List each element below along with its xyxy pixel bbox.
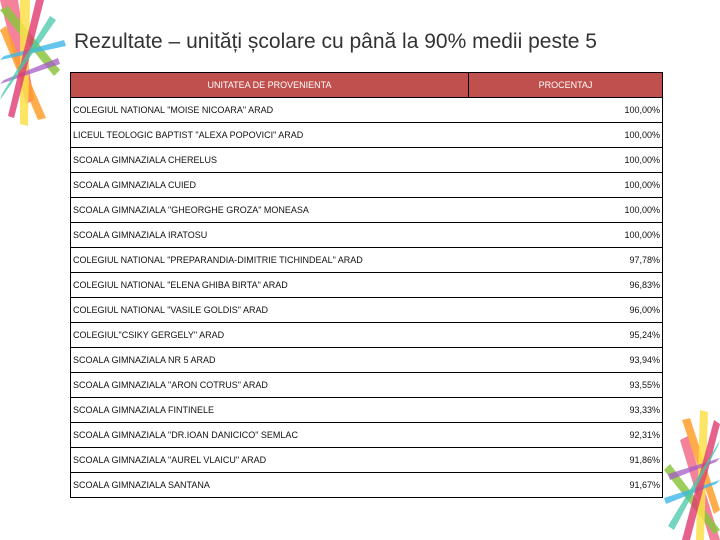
unit-name-cell: SCOALA GIMNAZIALA "GHEORGHE GROZA" MONEASA: [71, 198, 469, 223]
percent-cell: 92,31%: [469, 423, 663, 448]
table-row: [71, 198, 663, 223]
unit-name-cell: COLEGIUL NATIONAL "VASILE GOLDIS" ARAD: [71, 298, 469, 323]
percent-cell: 96,00%: [469, 298, 663, 323]
unit-name-cell: SCOALA GIMNAZIALA SANTANA: [71, 473, 469, 498]
table-row: [71, 123, 663, 148]
table-row: [71, 473, 663, 498]
table-row: [71, 98, 663, 123]
table-row: [71, 148, 663, 173]
table-row: [71, 448, 663, 473]
percent-cell: 91,86%: [469, 448, 663, 473]
unit-name-cell: COLEGIUL NATIONAL "MOISE NICOARA" ARAD: [71, 98, 469, 123]
percent-cell: 100,00%: [469, 223, 663, 248]
percent-cell: 100,00%: [469, 173, 663, 198]
percent-cell: 100,00%: [469, 123, 663, 148]
unit-name-cell: SCOALA GIMNAZIALA CUIED: [71, 173, 469, 198]
decorative-streaks-bottom-right: [660, 400, 720, 540]
unit-name-cell: COLEGIUL"CSIKY GERGELY" ARAD: [71, 323, 469, 348]
percent-cell: 100,00%: [469, 98, 663, 123]
table-row: [71, 298, 663, 323]
percent-cell: 91,67%: [469, 473, 663, 498]
table-row: [71, 423, 663, 448]
percent-cell: 100,00%: [469, 198, 663, 223]
results-table: [70, 72, 663, 498]
percent-cell: 100,00%: [469, 148, 663, 173]
unit-name-cell: SCOALA GIMNAZIALA "AUREL VLAICU" ARAD: [71, 448, 469, 473]
column-header-unit: UNITATEA DE PROVENIENTA: [71, 73, 469, 98]
unit-name-cell: COLEGIUL NATIONAL "PREPARANDIA-DIMITRIE TICHINDEAL" ARAD: [71, 248, 469, 273]
percent-cell: 96,83%: [469, 273, 663, 298]
unit-name-cell: SCOALA GIMNAZIALA CHERELUS: [71, 148, 469, 173]
percent-cell: 93,55%: [469, 373, 663, 398]
unit-name-cell: SCOALA GIMNAZIALA NR 5 ARAD: [71, 348, 469, 373]
unit-name-cell: SCOALA GIMNAZIALA "DR.IOAN DANICICO" SEMLAC: [71, 423, 469, 448]
decorative-streaks-top-left: [0, 0, 80, 130]
table-row: [71, 398, 663, 423]
unit-name-cell: COLEGIUL NATIONAL "ELENA GHIBA BIRTA" ARAD: [71, 273, 469, 298]
table-row: [71, 248, 663, 273]
percent-cell: 93,94%: [469, 348, 663, 373]
column-header-percent: PROCENTAJ: [469, 73, 663, 98]
table-row: [71, 348, 663, 373]
table-row: [71, 223, 663, 248]
unit-name-cell: SCOALA GIMNAZIALA "ARON COTRUS" ARAD: [71, 373, 469, 398]
table-row: [71, 273, 663, 298]
table-row: [71, 323, 663, 348]
table-row: [71, 373, 663, 398]
unit-name-cell: LICEUL TEOLOGIC BAPTIST "ALEXA POPOVICI" ARAD: [71, 123, 469, 148]
slide-title: Rezultate – unități școlare cu până la 90% medii peste 5: [74, 30, 597, 53]
unit-name-cell: SCOALA GIMNAZIALA IRATOSU: [71, 223, 469, 248]
table-row: [71, 173, 663, 198]
percent-cell: 97,78%: [469, 248, 663, 273]
unit-name-cell: SCOALA GIMNAZIALA FINTINELE: [71, 398, 469, 423]
table-header-row: [71, 73, 663, 98]
percent-cell: 93,33%: [469, 398, 663, 423]
percent-cell: 95,24%: [469, 323, 663, 348]
